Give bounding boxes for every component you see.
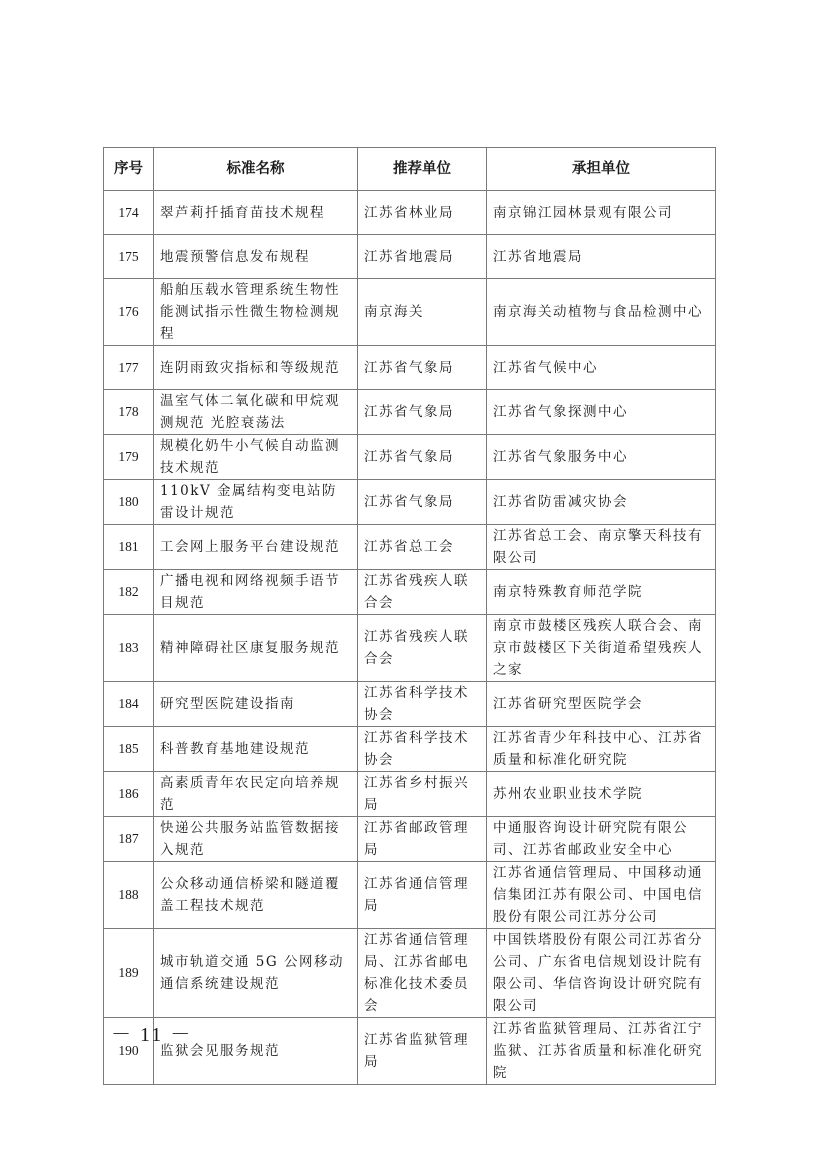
standard-name-cell: 科普教育基地建设规范 xyxy=(154,727,358,772)
recommender-cell: 江苏省气象局 xyxy=(358,435,487,480)
recommender-cell: 江苏省邮政管理局 xyxy=(358,817,487,862)
table-row xyxy=(104,929,716,1018)
page-number: － 11 － xyxy=(111,1024,193,1046)
undertaker-cell: 江苏省青少年科技中心、江苏省质量和标准化研究院 xyxy=(487,727,716,772)
undertaker-cell: 江苏省研究型医院学会 xyxy=(487,682,716,727)
serial-cell: 176 xyxy=(104,279,154,346)
serial-cell: 187 xyxy=(104,817,154,862)
standards-table xyxy=(103,147,716,1085)
recommender-cell: 江苏省通信管理局 xyxy=(358,862,487,929)
table-body xyxy=(104,191,716,1085)
serial-cell: 184 xyxy=(104,682,154,727)
recommender-cell: 南京海关 xyxy=(358,279,487,346)
recommender-cell: 江苏省气象局 xyxy=(358,346,487,390)
recommender-cell: 江苏省残疾人联合会 xyxy=(358,570,487,615)
recommender-cell: 江苏省监狱管理局 xyxy=(358,1018,487,1085)
serial-cell: 178 xyxy=(104,390,154,435)
serial-cell: 180 xyxy=(104,480,154,525)
undertaker-cell: 江苏省监狱管理局、江苏省江宁监狱、江苏省质量和标准化研究院 xyxy=(487,1018,716,1085)
recommender-cell: 江苏省气象局 xyxy=(358,390,487,435)
undertaker-cell: 中通服咨询设计研究院有限公司、江苏省邮政业安全中心 xyxy=(487,817,716,862)
undertaker-cell: 江苏省气象服务中心 xyxy=(487,435,716,480)
serial-cell: 174 xyxy=(104,191,154,235)
recommender-cell: 江苏省科学技术协会 xyxy=(358,682,487,727)
table-row xyxy=(104,390,716,435)
table-row xyxy=(104,772,716,817)
standard-name-cell: 地震预警信息发布规程 xyxy=(154,235,358,279)
table-row xyxy=(104,682,716,727)
serial-cell: 182 xyxy=(104,570,154,615)
recommender-cell: 江苏省通信管理局、江苏省邮电标准化技术委员会 xyxy=(358,929,487,1018)
recommender-cell: 江苏省地震局 xyxy=(358,235,487,279)
table-row xyxy=(104,727,716,772)
undertaker-cell: 江苏省防雷减灾协会 xyxy=(487,480,716,525)
header-undertaker: 承担单位 xyxy=(487,148,716,191)
serial-cell: 181 xyxy=(104,525,154,570)
table-row xyxy=(104,435,716,480)
standard-name-cell: 监狱会见服务规范 xyxy=(154,1018,358,1085)
serial-cell: 188 xyxy=(104,862,154,929)
table-row xyxy=(104,862,716,929)
standard-name-cell: 高素质青年农民定向培养规范 xyxy=(154,772,358,817)
table-row xyxy=(104,480,716,525)
standard-name-cell: 规模化奶牛小气候自动监测技术规范 xyxy=(154,435,358,480)
undertaker-cell: 南京海关动植物与食品检测中心 xyxy=(487,279,716,346)
serial-cell: 179 xyxy=(104,435,154,480)
table-row xyxy=(104,525,716,570)
table-row xyxy=(104,191,716,235)
table-row xyxy=(104,817,716,862)
undertaker-cell: 南京特殊教育师范学院 xyxy=(487,570,716,615)
recommender-cell: 江苏省总工会 xyxy=(358,525,487,570)
serial-cell: 185 xyxy=(104,727,154,772)
standard-name-cell: 船舶压载水管理系统生物性能测试指示性微生物检测规程 xyxy=(154,279,358,346)
standard-name-cell: 精神障碍社区康复服务规范 xyxy=(154,615,358,682)
standard-name-cell: 城市轨道交通 5G 公网移动通信系统建设规范 xyxy=(154,929,358,1018)
undertaker-cell: 苏州农业职业技术学院 xyxy=(487,772,716,817)
table-header-row xyxy=(104,148,716,191)
table-row xyxy=(104,235,716,279)
undertaker-cell: 江苏省气候中心 xyxy=(487,346,716,390)
table-row xyxy=(104,615,716,682)
serial-cell: 177 xyxy=(104,346,154,390)
table-row xyxy=(104,570,716,615)
undertaker-cell: 南京锦江园林景观有限公司 xyxy=(487,191,716,235)
recommender-cell: 江苏省林业局 xyxy=(358,191,487,235)
undertaker-cell: 江苏省气象探测中心 xyxy=(487,390,716,435)
table-row xyxy=(104,279,716,346)
undertaker-cell: 江苏省总工会、南京擎天科技有限公司 xyxy=(487,525,716,570)
table-row xyxy=(104,346,716,390)
standard-name-cell: 研究型医院建设指南 xyxy=(154,682,358,727)
serial-cell: 183 xyxy=(104,615,154,682)
standard-name-cell: 温室气体二氧化碳和甲烷观测规范 光腔衰荡法 xyxy=(154,390,358,435)
recommender-cell: 江苏省科学技术协会 xyxy=(358,727,487,772)
header-recommender: 推荐单位 xyxy=(358,148,487,191)
undertaker-cell: 江苏省地震局 xyxy=(487,235,716,279)
undertaker-cell: 中国铁塔股份有限公司江苏省分公司、广东省电信规划设计院有限公司、华信咨询设计研究院有限公司 xyxy=(487,929,716,1018)
standard-name-cell: 工会网上服务平台建设规范 xyxy=(154,525,358,570)
standard-name-cell: 快递公共服务站监管数据接入规范 xyxy=(154,817,358,862)
recommender-cell: 江苏省气象局 xyxy=(358,480,487,525)
serial-cell: 175 xyxy=(104,235,154,279)
serial-cell: 186 xyxy=(104,772,154,817)
standard-name-cell: 连阴雨致灾指标和等级规范 xyxy=(154,346,358,390)
serial-cell: 189 xyxy=(104,929,154,1018)
header-standard-name: 标准名称 xyxy=(154,148,358,191)
table-row xyxy=(104,1018,716,1085)
recommender-cell: 江苏省乡村振兴局 xyxy=(358,772,487,817)
standard-name-cell: 公众移动通信桥梁和隧道覆盖工程技术规范 xyxy=(154,862,358,929)
recommender-cell: 江苏省残疾人联合会 xyxy=(358,615,487,682)
standard-name-cell: 110kV 金属结构变电站防雷设计规范 xyxy=(154,480,358,525)
undertaker-cell: 江苏省通信管理局、中国移动通信集团江苏有限公司、中国电信股份有限公司江苏分公司 xyxy=(487,862,716,929)
standard-name-cell: 广播电视和网络视频手语节目规范 xyxy=(154,570,358,615)
header-serial: 序号 xyxy=(104,148,154,191)
undertaker-cell: 南京市鼓楼区残疾人联合会、南京市鼓楼区下关街道希望残疾人之家 xyxy=(487,615,716,682)
serial-cell: 190 xyxy=(104,1018,154,1085)
standard-name-cell: 翠芦莉扦插育苗技术规程 xyxy=(154,191,358,235)
